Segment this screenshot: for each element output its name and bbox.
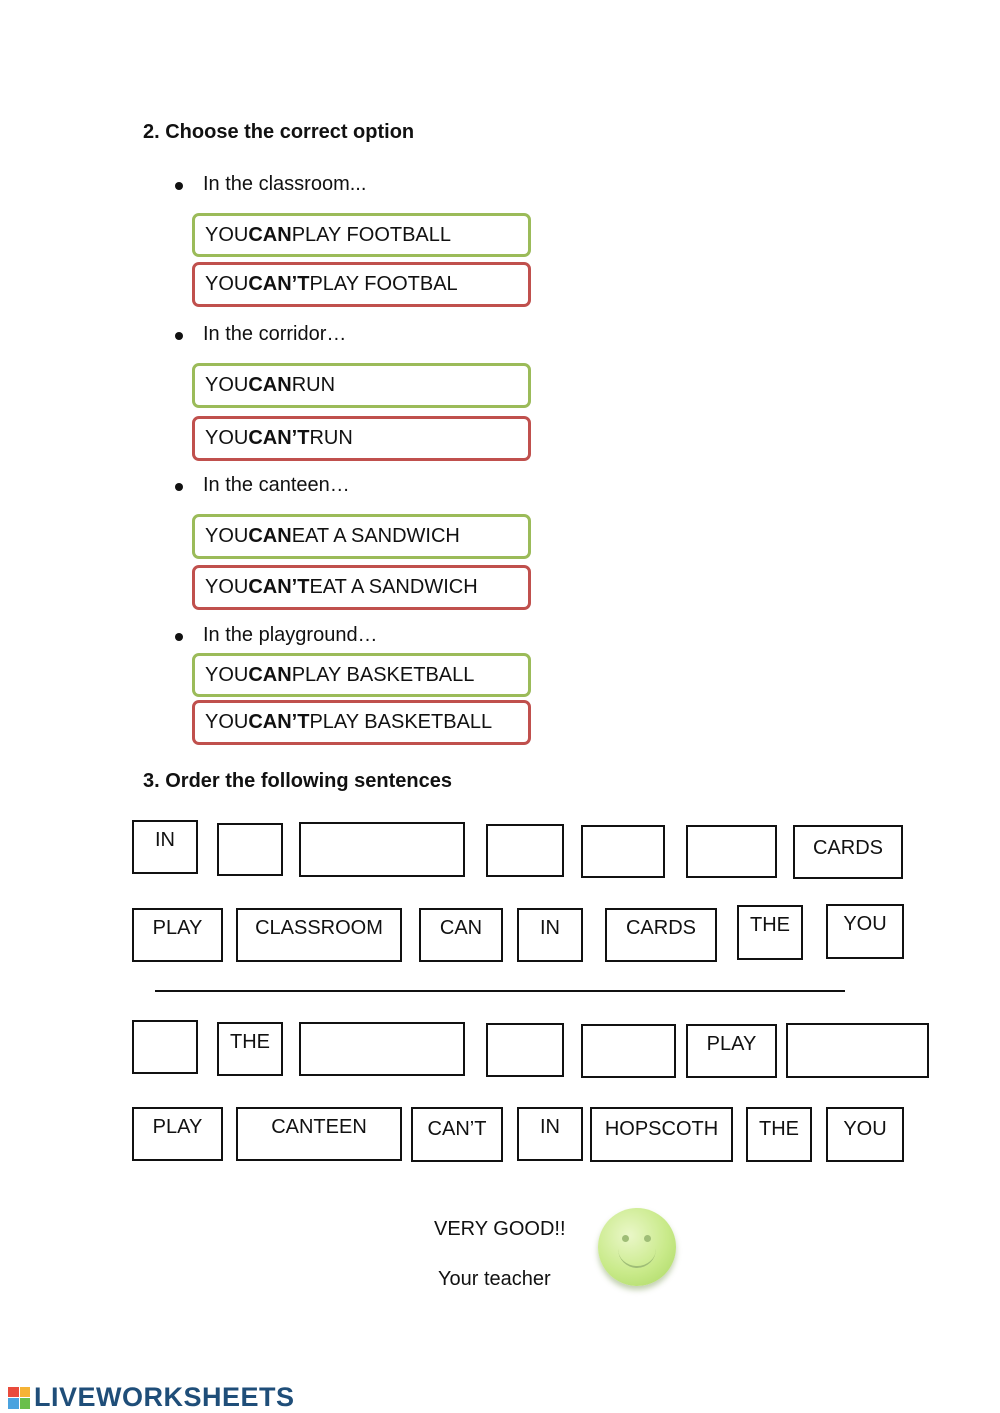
answer-slot-2-4[interactable] (486, 1023, 564, 1077)
option-pre: YOU (205, 663, 249, 686)
section-3-title: 3. Order the following sentences (143, 770, 452, 792)
word-tile-canteen[interactable]: CANTEEN (236, 1107, 402, 1161)
place-label: In the playground… (203, 624, 378, 646)
option-modal: CAN’T (248, 576, 310, 598)
option-can-run[interactable] (192, 363, 531, 408)
answer-slot-1-7[interactable]: CARDS (793, 825, 903, 879)
liveworksheets-logo (8, 1382, 295, 1413)
word-tile-the[interactable]: THE (737, 905, 803, 960)
place-label: In the corridor… (203, 323, 347, 345)
word-tile-hopscoth[interactable]: HOPSCOTH (590, 1107, 733, 1162)
option-cant-eat-sandwich[interactable] (192, 565, 531, 610)
place-canteen (203, 474, 350, 497)
logo-text: LIVEWORKSHEETS (34, 1382, 295, 1412)
option-pre: YOU (205, 223, 249, 246)
option-post: PLAY FOOTBALL (291, 223, 452, 246)
answer-slot-1-3[interactable] (299, 822, 465, 877)
answer-slot-1-4[interactable] (486, 824, 564, 877)
option-pre: YOU (205, 576, 249, 598)
option-post: RUN (309, 427, 353, 449)
option-post: RUN (291, 374, 336, 396)
word-tile-cards[interactable]: CARDS (605, 908, 717, 962)
option-modal: CAN (248, 525, 292, 547)
option-can-eat-sandwich[interactable] (192, 514, 531, 559)
place-label: In the canteen… (203, 474, 350, 496)
section-2-title: 2. Choose the correct option (143, 121, 415, 143)
word-tile-cant[interactable]: CAN’T (411, 1107, 503, 1162)
smiley-mouth (618, 1246, 656, 1268)
answer-slot-2-6[interactable]: PLAY (686, 1024, 777, 1078)
option-post: EAT A SANDWICH (291, 525, 460, 547)
bullet-icon (175, 332, 183, 340)
word-tile-the-2[interactable]: THE (746, 1107, 812, 1162)
answer-slot-1-6[interactable] (686, 825, 777, 878)
answer-slot-1-5[interactable] (581, 825, 665, 878)
word-tile-you[interactable]: YOU (826, 904, 904, 959)
answer-slot-1-1[interactable]: IN (132, 820, 198, 874)
place-playground (203, 624, 378, 647)
option-cant-play-football[interactable] (192, 262, 531, 307)
option-modal: CAN (248, 223, 292, 246)
option-cant-play-basketball[interactable] (192, 700, 531, 745)
option-modal: CAN’T (248, 273, 310, 295)
option-modal: CAN’T (248, 427, 310, 449)
option-can-play-basketball[interactable] (192, 653, 531, 697)
answer-slot-1-2[interactable] (217, 823, 283, 876)
option-pre: YOU (205, 711, 249, 733)
option-pre: YOU (205, 525, 249, 547)
bullet-icon (175, 182, 183, 190)
smiley-eye (622, 1235, 629, 1242)
option-modal: CAN (248, 663, 292, 686)
logo-blocks-icon (8, 1387, 30, 1409)
option-can-play-football[interactable] (192, 213, 531, 257)
place-classroom (203, 173, 366, 196)
signature-text: Your teacher (438, 1268, 551, 1290)
option-pre: YOU (205, 374, 249, 396)
praise-text: VERY GOOD!! (434, 1218, 566, 1240)
option-modal: CAN’T (248, 711, 310, 733)
answer-slot-2-7[interactable] (786, 1023, 929, 1078)
word-tile-you-2[interactable]: YOU (826, 1107, 904, 1162)
smiley-eye (644, 1235, 651, 1242)
word-tile-play[interactable]: PLAY (132, 908, 223, 962)
place-label: In the classroom... (203, 173, 367, 195)
smiley-face-icon (598, 1208, 676, 1286)
word-tile-classroom[interactable]: CLASSROOM (236, 908, 402, 962)
writing-line[interactable] (155, 990, 845, 992)
option-post: EAT A SANDWICH (309, 576, 478, 598)
option-post: PLAY BASKETBALL (309, 711, 493, 733)
option-pre: YOU (205, 273, 249, 295)
answer-slot-2-3[interactable] (299, 1022, 465, 1076)
option-modal: CAN (248, 374, 292, 396)
word-tile-play-2[interactable]: PLAY (132, 1107, 223, 1161)
word-tile-in-2[interactable]: IN (517, 1107, 583, 1161)
option-pre: YOU (205, 427, 249, 449)
option-post: PLAY BASKETBALL (291, 663, 475, 686)
word-tile-in[interactable]: IN (517, 908, 583, 962)
place-corridor (203, 323, 346, 346)
word-tile-can[interactable]: CAN (419, 908, 503, 962)
answer-slot-2-5[interactable] (581, 1024, 676, 1078)
answer-slot-2-1[interactable] (132, 1020, 198, 1074)
option-post: PLAY FOOTBAL (309, 273, 458, 295)
bullet-icon (175, 483, 183, 491)
bullet-icon (175, 633, 183, 641)
answer-slot-2-2[interactable]: THE (217, 1022, 283, 1076)
option-cant-run[interactable] (192, 416, 531, 461)
